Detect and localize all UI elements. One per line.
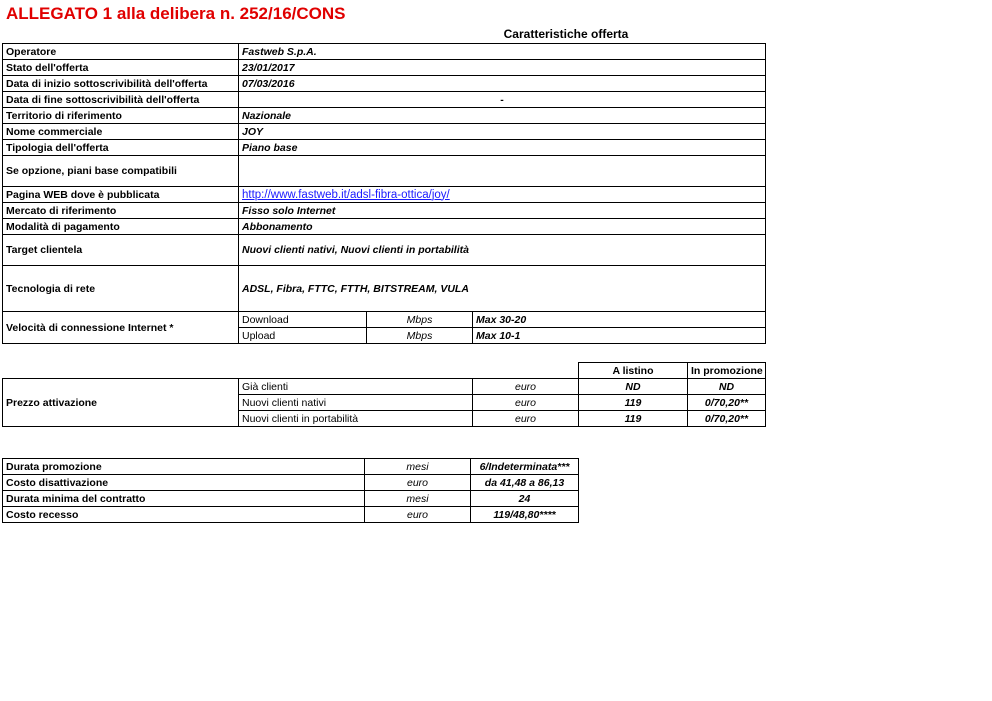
prezzo-row-listino: 119 [579,411,688,427]
label-upload: Upload [239,328,367,344]
row-operatore [3,44,766,60]
value-opzione [239,156,766,187]
prezzo-row-listino: ND [579,379,688,395]
value-fine: - [239,92,766,108]
label-pagamento: Modalità di pagamento [3,219,239,235]
prezzo-row-label: Già clienti [239,379,473,395]
value-tipologia: Piano base [239,140,766,156]
page-title: ALLEGATO 1 alla delibera n. 252/16/CONS [6,4,346,23]
prezzo-table [2,362,766,427]
durata-value: 119/48,80**** [471,507,579,523]
value-inizio: 07/03/2016 [239,76,766,92]
value-nome: JOY [239,124,766,140]
label-prezzo: Prezzo attivazione [3,379,239,427]
label-download: Download [239,312,367,328]
label-operatore: Operatore [3,44,239,60]
durata-unit: mesi [365,459,471,475]
prezzo-row-promo: 0/70,20** [688,411,766,427]
prezzo-row-label: Nuovi clienti nativi [239,395,473,411]
value-territorio: Nazionale [239,108,766,124]
label-stato: Stato dell'offerta [3,60,239,76]
durata-label: Durata promozione [3,459,365,475]
section-subtitle: Caratteristiche offerta [503,27,629,41]
label-pagina: Pagina WEB dove è pubblicata [3,187,239,203]
value-upload: Max 10-1 [473,328,766,344]
value-operatore: Fastweb S.p.A. [239,44,766,60]
col-listino: A listino [579,363,688,379]
durata-unit: euro [365,475,471,491]
col-promo: In promozione [688,363,766,379]
value-target: Nuovi clienti nativi, Nuovi clienti in portabilità [239,235,766,266]
label-fine: Data di fine sottoscrivibilità dell'offerta [3,92,239,108]
durata-label: Durata minima del contratto [3,491,365,507]
label-inizio: Data di inizio sottoscrivibilità dell'offerta [3,76,239,92]
offer-table [2,43,766,344]
durata-unit: euro [365,507,471,523]
prezzo-row-unit: euro [473,411,579,427]
prezzo-row-listino: 119 [579,395,688,411]
label-velocita: Velocità di connessione Internet * [3,312,239,344]
value-pagamento: Abbonamento [239,219,766,235]
label-opzione: Se opzione, piani base compatibili [3,156,239,187]
durata-label: Costo recesso [3,507,365,523]
durata-label: Costo disattivazione [3,475,365,491]
prezzo-row-unit: euro [473,395,579,411]
durata-value: 6/Indeterminata*** [471,459,579,475]
label-nome: Nome commerciale [3,124,239,140]
label-tipologia: Tipologia dell'offerta [3,140,239,156]
durata-table [2,458,579,523]
prezzo-row-unit: euro [473,379,579,395]
label-target: Target clientela [3,235,239,266]
label-mercato: Mercato di riferimento [3,203,239,219]
prezzo-row-promo: ND [688,379,766,395]
value-download: Max 30-20 [473,312,766,328]
value-mercato: Fisso solo Internet [239,203,766,219]
durata-value: da 41,48 a 86,13 [471,475,579,491]
prezzo-row-label: Nuovi clienti in portabilità [239,411,473,427]
prezzo-row-promo: 0/70,20** [688,395,766,411]
label-territorio: Territorio di riferimento [3,108,239,124]
unit-download: Mbps [367,312,473,328]
unit-upload: Mbps [367,328,473,344]
label-tecnologia: Tecnologia di rete [3,266,239,312]
durata-value: 24 [471,491,579,507]
durata-unit: mesi [365,491,471,507]
value-tecnologia: ADSL, Fibra, FTTC, FTTH, BITSTREAM, VULA [239,266,766,312]
offer-web-link[interactable]: http://www.fastweb.it/adsl-fibra-ottica/joy/ [242,188,450,201]
value-stato: 23/01/2017 [239,60,766,76]
